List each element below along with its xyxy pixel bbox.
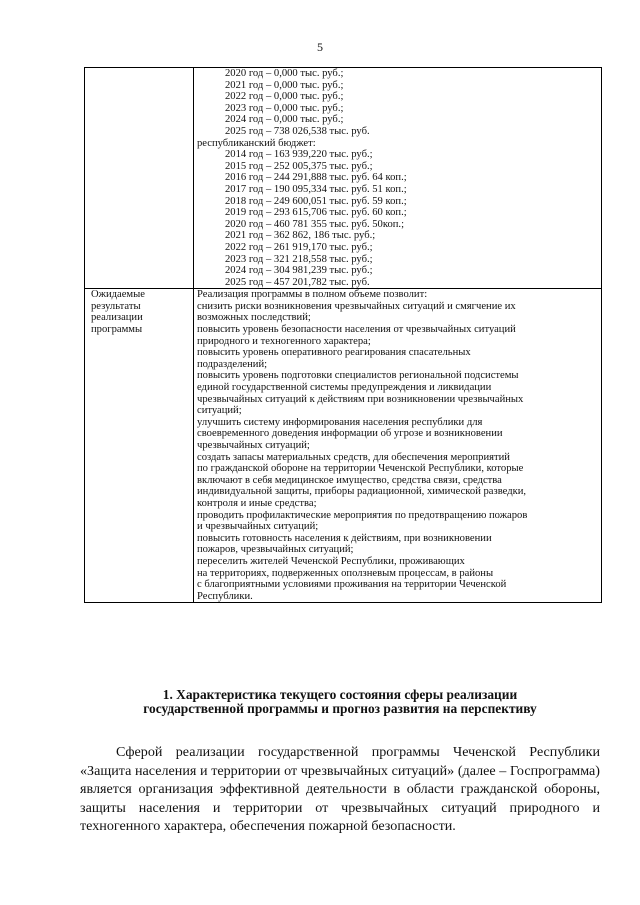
result-line: пожаров, чрезвычайных ситуаций; (197, 544, 354, 556)
funding-line: 2020 год – 460 781 355 тыс. руб. 50коп.; (225, 218, 405, 230)
funding-line: 2022 год – 0,000 тыс. руб.; (225, 91, 344, 103)
funding-line: 2018 год – 249 600,051 тыс. руб. 59 коп.; (225, 195, 407, 207)
funding-label-cell (85, 68, 194, 289)
funding-line: 2014 год – 163 939,220 тыс. руб.; (225, 149, 373, 161)
result-line: чрезвычайных ситуаций к действиям при возникновении чрезвычайных (197, 393, 524, 405)
expected-results-label: реализации (91, 312, 143, 324)
funding-line: 2023 год – 0,000 тыс. руб.; (225, 102, 344, 114)
section-heading (80, 688, 600, 716)
result-line: индивидуальной защиты, приборы радиационной, химической разведки, (197, 486, 527, 498)
result-line: снизить риски возникновения чрезвычайных ситуаций и смягчение их (197, 300, 516, 312)
result-line: улучшить систему информирования населения республики для (197, 416, 483, 428)
funding-line: 2025 год – 738 026,538 тыс. руб. (225, 125, 370, 137)
result-line: включают в себя медицинское имущество, средства связи, средства (197, 474, 502, 486)
funding-line: 2016 год – 244 291,888 тыс. руб. 64 коп.; (225, 172, 407, 184)
funding-value-cell (194, 68, 602, 289)
result-line: природного и техногенного характера; (197, 335, 371, 347)
section-1 (80, 688, 600, 836)
funding-line: 2021 год – 0,000 тыс. руб.; (225, 79, 344, 91)
funding-line: 2019 год – 293 615,706 тыс. руб. 60 коп.; (225, 207, 407, 219)
result-line: по гражданской обороне на территории Чеченской Республики, которые (197, 463, 524, 475)
result-line: своевременного доведения информации об угрозе и возникновении (197, 428, 503, 440)
funding-line: 2022 год – 261 919,170 тыс. руб.; (225, 241, 373, 253)
result-line: чрезвычайных ситуаций; (197, 440, 310, 451)
result-line: Реализация программы в полном объеме позволит: (197, 289, 428, 301)
funding-line: 2025 год – 457 201,782 тыс. руб. (225, 276, 370, 288)
result-line: подразделений; (197, 358, 268, 370)
result-line: единой государственной системы предупреждения и ликвидации (197, 382, 492, 394)
funding-line: 2021 год – 362 862, 186 тыс. руб.; (225, 230, 376, 242)
result-line: повысить уровень безопасности населения от чрезвычайных ситуаций (197, 324, 516, 336)
funding-line: 2020 год – 0,000 тыс. руб.; (225, 68, 344, 79)
result-line: переселить жителей Чеченской Республики, проживающих (197, 555, 465, 567)
result-line: контроля и иные средства; (197, 497, 317, 509)
expected-results-label: программы (91, 324, 143, 336)
page-number: 5 (317, 40, 323, 54)
section-heading-line-2: государственной программы и прогноз развития на перспективу (143, 701, 537, 716)
expected-results-row (85, 289, 602, 603)
republic-budget-label: республиканский бюджет: (197, 137, 316, 149)
funding-line: 2024 год – 304 981,239 тыс. руб.; (225, 265, 373, 277)
funding-line: 2023 год – 321 218,558 тыс. руб.; (225, 253, 373, 265)
result-line: повысить уровень оперативного реагирования спасательных (197, 347, 471, 359)
result-line: проводить профилактические мероприятия по предотвращению пожаров (197, 509, 528, 521)
result-line: Республики. (197, 590, 253, 602)
result-line: возможных последствий; (197, 312, 311, 324)
funding-line: 2015 год – 252 005,375 тыс. руб.; (225, 160, 373, 172)
expected-results-label-cell (85, 289, 194, 603)
result-line: создать запасы материальных средств, для обеспечения мероприятий (197, 451, 510, 463)
funding-line: 2024 год – 0,000 тыс. руб.; (225, 114, 344, 126)
result-line: на территориях, подверженных оползневым процессам, в районы (197, 567, 494, 579)
result-line: повысить готовность населения к действиям, при возникновении (197, 532, 492, 544)
expected-results-value-cell (194, 289, 602, 603)
funding-line: 2017 год – 190 095,334 тыс. руб. 51 коп.; (225, 183, 407, 195)
section-paragraph: Сферой реализации государственной программы Чеченской Республики «Защита населения и территории от чрезвычайных ситуаций» (далее – Госпрограмма) является организация эффективной деятельности в области гражданской обороны, защиты населения и территории от чрезвычайных ситуаций природного и техногенного характера, обеспечения пожарной безопасности. (80, 744, 600, 835)
expected-results-label: Ожидаемые (91, 289, 145, 301)
program-passport-table (84, 67, 602, 603)
result-line: ситуаций; (197, 405, 242, 417)
section-heading-line-1: 1. Характеристика текущего состояния сферы реализации (162, 687, 518, 702)
expected-results-label: результаты (91, 300, 141, 312)
result-line: повысить уровень подготовки специалистов региональной подсистемы (197, 370, 519, 382)
funding-row (85, 68, 602, 289)
result-line: и чрезвычайных ситуаций; (197, 521, 319, 533)
result-line: с благоприятными условиями проживания на территории Чеченской (197, 579, 507, 591)
